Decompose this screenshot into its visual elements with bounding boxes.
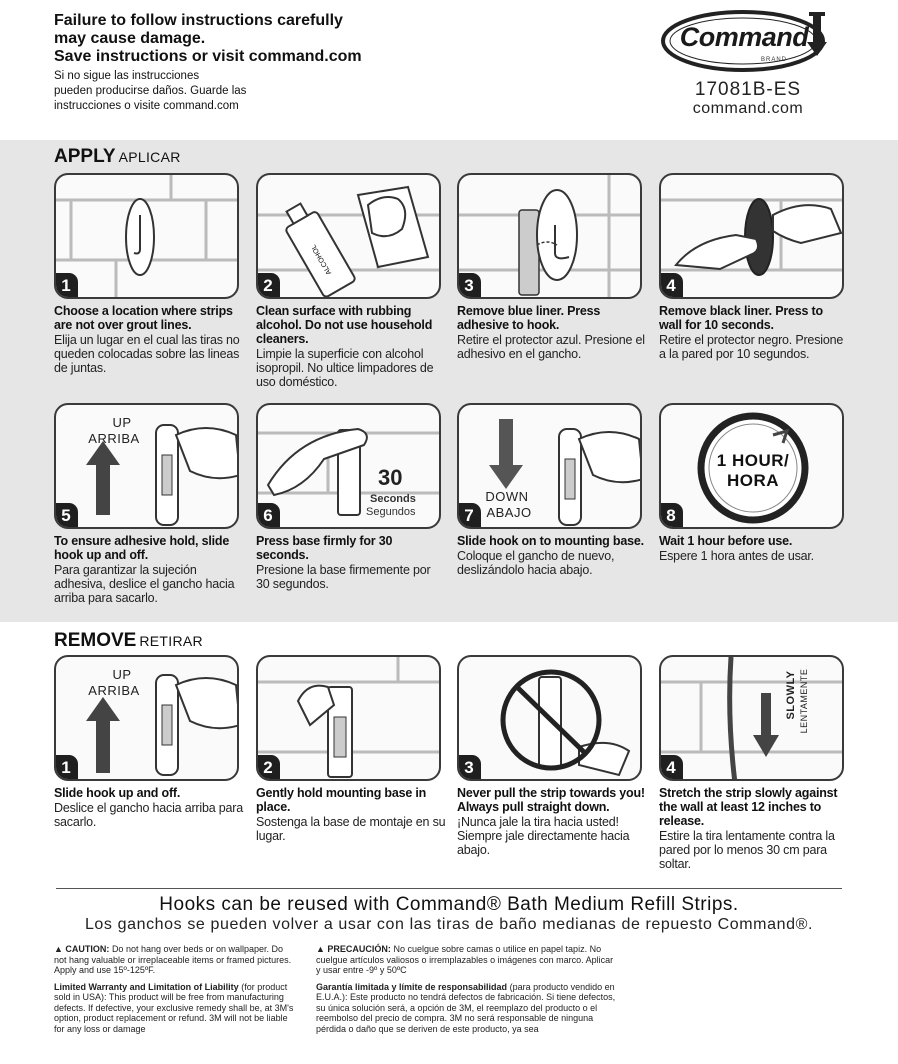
apply-step-5-illustration (54, 403, 239, 529)
stretch-strip-icon (661, 657, 844, 781)
step-number-badge: 3 (457, 755, 481, 781)
warning-es-line-2: pueden producirse daños. Guarde las (54, 85, 247, 97)
step-number-badge: 5 (54, 503, 78, 529)
caption-es: Espere 1 hora antes de usar. (659, 549, 814, 563)
caption-es: Estire la tira lentamente contra la pared por lo menos 30 cm para soltar. (659, 829, 835, 871)
apply-step-6-illustration (256, 403, 441, 529)
warranty-es-body: (para producto vendido en E.U.A.): Este producto no tendrá defectos de fabricación. Si tiene defectos, su única solución será, a opción de 3M, el reemplazo del producto o el reembolso del precio de compra. 3M no será responsable de ninguna pérdida o daño que se deriven de este producto, ya sea (316, 981, 616, 1034)
warranty-en-body: (for product sold in USA): This product will be free from manufacturing defects. If defective, your exclusive remedy shall be, at 3M's option, product replacement or refund. 3M will not be liable for any loss or damage (54, 981, 294, 1034)
caption-en: Slide hook on to mounting base. (457, 534, 644, 548)
step-number-badge: 3 (457, 273, 481, 299)
press-hand-icon (661, 175, 844, 299)
reuse-note-es: Los ganchos se pueden volver a usar con las tiras de baño medianas de repuesto Command®. (84, 916, 814, 933)
slowly-label: SLOWLY (785, 670, 797, 720)
abajo-label: ABAJO (486, 505, 532, 520)
caption-en: Slide hook up and off. (54, 786, 181, 800)
caution-en-title: CAUTION: (65, 944, 110, 954)
remove-step-4-caption (659, 786, 849, 871)
up-label: UP (112, 667, 132, 682)
arrow-down-icon (753, 735, 779, 757)
caption-en: Remove black liner. Press to wall for 10 seconds. (659, 304, 823, 332)
lentamente-label: LENTAMENTE (799, 668, 809, 734)
warning-en-line-3: Save instructions or visit command.com (54, 48, 362, 65)
step-number-badge: 4 (659, 755, 683, 781)
warranty-en-title: Limited Warranty and Limitation of Liability (54, 981, 239, 992)
clock-hour-en: 1 HOUR/ (716, 451, 790, 470)
clock-hour-es: HORA (726, 471, 780, 490)
up-label: UP (112, 415, 132, 430)
warning-es (54, 69, 534, 114)
step-number-badge: 2 (256, 755, 280, 781)
step-number-badge: 6 (256, 503, 280, 529)
caption-en: To ensure adhesive hold, slide hook up and off. (54, 534, 230, 562)
down-label: DOWN (485, 489, 529, 504)
arrow-up-icon (86, 697, 120, 721)
caution-es-body: No cuelgue sobre camas o utilice en papel tapiz. No cuelgue artículos valiosos o irremplazables o imágenes con marco. Aplicar y usar entre -9º y 50ºC (316, 944, 614, 975)
caption-en: Never pull the strip towards you! Always pull straight down. (457, 786, 645, 814)
caption-es: Para garantizar la sujeción adhesiva, deslice el gancho hacia arriba para sacarlo. (54, 563, 235, 605)
apply-step-8-illustration (659, 403, 844, 529)
arriba-label: ARRIBA (88, 431, 140, 446)
remove-step-1-illustration (54, 655, 239, 781)
caption-es: Deslice el gancho hacia arriba para sacarlo. (54, 801, 243, 829)
step-number-badge: 1 (54, 273, 78, 299)
apply-step-3-caption (457, 304, 647, 361)
caution-es-title: PRECAUCIÓN: (327, 944, 391, 954)
step-number-badge: 2 (256, 273, 280, 299)
caution-en-body: Do not hang over beds or on wallpaper. Do not hang valuable or irreplaceable items or framed pictures. Apply and use 15º-125ºF. (54, 944, 292, 975)
alcohol-bottle-icon (258, 175, 441, 299)
remove-step-2-illustration (256, 655, 441, 781)
caption-es: Coloque el gancho de nuevo, deslizándolo hacia abajo. (457, 549, 615, 577)
hand-icon (368, 197, 405, 236)
remove-title (54, 630, 203, 652)
logo-brand-sub: BRAND (761, 57, 788, 63)
apply-step-1-illustration (54, 173, 239, 299)
warning-en-line-1: Failure to follow instructions carefully (54, 12, 343, 29)
website: command.com (692, 100, 804, 117)
remove-title-es: RETIRAR (139, 633, 203, 649)
bottle-label: ALCOHOL (310, 243, 334, 276)
apply-step-8-caption (659, 534, 849, 563)
apply-title-en: APPLY (54, 146, 116, 167)
command-logo (659, 8, 837, 74)
caption-en: Stretch the strip slowly against the wall at least 12 inches to release. (659, 786, 838, 828)
remove-step-3-caption (457, 786, 647, 857)
apply-step-7-illustration (457, 403, 642, 529)
caption-en: Choose a location where strips are not over grout lines. (54, 304, 233, 332)
apply-step-3-illustration (457, 173, 642, 299)
caption-es: ¡Nunca jale la tira hacia usted! Siempre jale directamente hacia abajo. (457, 815, 630, 857)
liner-hook-icon (459, 175, 642, 299)
caption-es: Presione la base firmemente por 30 segundos. (256, 563, 431, 591)
apply-step-4-illustration (659, 173, 844, 299)
remove-step-2-caption (256, 786, 446, 843)
caption-es: Elija un lugar en el cual las tiras no queden colocadas sobre las lineas de juntas. (54, 333, 240, 375)
brand-block (648, 8, 848, 118)
seconds-number: 30 (378, 465, 403, 490)
sku-number: 17081B-ES (694, 79, 802, 100)
apply-title (54, 146, 181, 168)
warranty-es-title: Garantía limitada y límite de responsabilidad (316, 981, 508, 992)
caption-es: Limpie la superficie con alcohol isopropil. No ultice limpadores de uso doméstico. (256, 347, 434, 389)
fine-print-en: ▲ CAUTION: Do not hang over beds or on wallpaper. Do not hang valuable or irreplaceable items or framed pictures. Apply and use 15º-125ºF. Limited Warranty and Limitation of Liability (for product sold in USA): This product will be free from manufacturing defects. If defective, your exclusive remedy shall be, at 3M's option, product replacement or refund. 3M will not be liable for any loss or damage (54, 944, 294, 1034)
remove-step-3-illustration (457, 655, 642, 781)
caption-es: Sostenga la base de montaje en su lugar. (256, 815, 446, 843)
caption-en: Press base firmly for 30 seconds. (256, 534, 393, 562)
apply-step-4-caption (659, 304, 849, 361)
prohibited-icon (459, 657, 642, 781)
caption-en: Gently hold mounting base in place. (256, 786, 427, 814)
remove-step-1-caption (54, 786, 244, 829)
step-number-badge: 8 (659, 503, 683, 529)
hook-icon (126, 199, 154, 275)
seconds-label: Seconds (370, 493, 416, 505)
arrow-down-icon (489, 465, 523, 489)
apply-title-es: APLICAR (118, 149, 181, 165)
apply-step-5-caption (54, 534, 244, 605)
fine-print-es: ▲ PRECAUCIÓN: No cuelgue sobre camas o utilice en papel tapiz. No cuelgue artículos valiosos o irremplazables o imágenes con marco. Aplicar y usar entre -9º y 50ºC Garantía limitada y límite de responsabilidad (para producto vendido en E.U.A.): Este producto no tendrá defectos de fabricación. Si tiene defectos, su única solución será, a opción de 3M, el reemplazo del producto o el reembolso del precio de compra. 3M no será responsable de ninguna pérdida o daño que se deriven de este producto, ya sea (316, 944, 616, 1034)
arriba-label: ARRIBA (88, 683, 140, 698)
apply-step-7-caption (457, 534, 647, 577)
reuse-note-en: Hooks can be reused with Command® Bath Medium Refill Strips. (159, 894, 739, 915)
warning-es-line-3: instrucciones o visite command.com (54, 100, 239, 112)
warning-es-line-1: Si no sigue las instrucciones (54, 70, 200, 82)
hold-base-icon (258, 657, 441, 781)
divider (56, 888, 842, 889)
step-number-badge: 4 (659, 273, 683, 299)
logo-wordmark: Command (679, 22, 809, 52)
caption-es: Retire el protector negro. Presione a la pared por 10 segundos. (659, 333, 844, 361)
remove-title-en: REMOVE (54, 630, 137, 651)
step-number-badge: 1 (54, 755, 78, 781)
segundos-label: Segundos (366, 506, 416, 518)
warning-en-line-2: may cause damage. (54, 30, 206, 47)
caption-en: Wait 1 hour before use. (659, 534, 793, 548)
apply-step-2-illustration (256, 173, 441, 299)
tile-wall-icon (56, 175, 239, 299)
apply-step-6-caption (256, 534, 446, 591)
step-number-badge: 7 (457, 503, 481, 529)
caption-en: Remove blue liner. Press adhesive to hook. (457, 304, 601, 332)
caption-en: Clean surface with rubbing alcohol. Do not use household cleaners. (256, 304, 433, 346)
apply-step-2-caption (256, 304, 446, 389)
caption-es: Retire el protector azul. Presione el adhesivo en el gancho. (457, 333, 645, 361)
remove-step-4-illustration (659, 655, 844, 781)
apply-step-1-caption (54, 304, 244, 375)
header-warning (54, 12, 534, 114)
